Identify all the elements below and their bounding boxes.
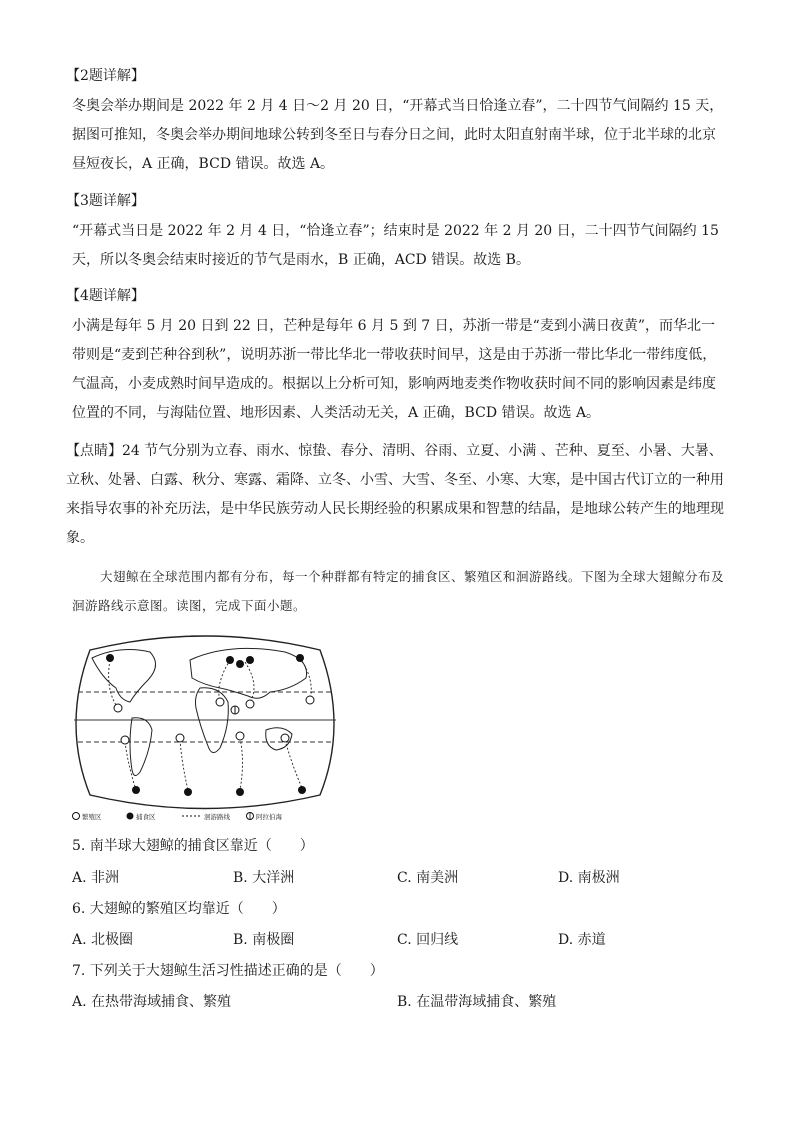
map-outline — [76, 636, 334, 809]
feeding-area-marker — [236, 788, 244, 796]
breeding-area-marker — [176, 734, 184, 742]
migration-route — [180, 740, 188, 790]
feeding-area-marker — [296, 654, 304, 662]
question-5-stem: 5. 南半球大翅鲸的捕食区靠近（ ） — [72, 838, 314, 854]
feeding-area-marker — [298, 786, 306, 794]
migration-route — [240, 738, 243, 790]
legend-breeding-icon — [73, 813, 80, 820]
legend-arabian-label: 阿拉伯海 — [256, 813, 282, 821]
feeding-area-marker — [246, 656, 254, 664]
section-heading-3: 【3题详解】 — [66, 193, 145, 209]
question-6-stem: 6. 大翅鲸的繁殖区均靠近（ ） — [72, 901, 286, 917]
question-6-option-a[interactable]: A. 北极圈 — [72, 932, 134, 948]
question-7-stem: 7. 下列关于大翅鲸生活习性描述正确的是（ ） — [72, 963, 384, 979]
question-5-option-a[interactable]: A. 非洲 — [72, 870, 120, 886]
question-6-option-c[interactable]: C. 回归线 — [397, 932, 459, 948]
question-6-option-d[interactable]: D. 赤道 — [558, 932, 606, 948]
humpback-whale-map — [70, 630, 340, 825]
breeding-area-marker — [281, 734, 289, 742]
migration-route — [219, 660, 230, 700]
dianjing-paragraph — [66, 437, 724, 553]
question-5-option-b[interactable]: B. 大洋洲 — [233, 870, 295, 886]
migration-route — [245, 662, 254, 702]
dianjing-body: 24 节气分别为立春、雨水、惊蛰、春分、清明、谷雨、立夏、小满 、芒种、夏至、小暑、大暑、立秋、处暑、白露、秋分、寒露、霜降、立冬、小雪、大雪、冬至、小寒、大寒，是中国古代订立的一种用来指导农事的补充历法，是中华民族劳动人民长期经验的积累成果和智慧的结晶，是地球公转产生的地理现象。 — [66, 443, 724, 546]
question-5-option-d[interactable]: D. 南极洲 — [558, 870, 620, 886]
breeding-area-marker — [306, 696, 314, 704]
breeding-area-marker — [216, 698, 224, 706]
breeding-area-marker — [236, 732, 244, 740]
migration-route — [285, 740, 302, 788]
legend-feeding-label: 捕食区 — [136, 813, 156, 821]
breeding-area-marker — [121, 736, 129, 744]
feeding-area-marker — [226, 656, 234, 664]
south-america — [130, 718, 152, 776]
question-5-option-c[interactable]: C. 南美洲 — [397, 870, 459, 886]
section-heading-4: 【4题详解】 — [66, 288, 145, 304]
question-6-option-b[interactable]: B. 南极圈 — [233, 932, 295, 948]
question-7-option-a[interactable]: A. 在热带海域捕食、繁殖 — [72, 994, 232, 1010]
question-intro: 大翅鲸在全球范围内都有分布，每一个种群都有特定的捕食区、繁殖区和洄游路线。下图为全球大翅鲸分布及洄游路线示意图。读图，完成下面小题。 — [72, 569, 725, 613]
eurasia — [190, 648, 307, 698]
feeding-area-marker — [132, 786, 140, 794]
section-heading-2: 【2题详解】 — [66, 68, 145, 84]
north-america — [92, 650, 156, 702]
breeding-area-marker — [114, 704, 122, 712]
section-body-3: “开幕式当日是 2022 年 2 月 4 日，“恰逢立春”；结束时是 2022 年 2 月 20 日，二十四节气间隔约 15 天，所以冬奥会结束时接近的节气是雨水，B 正确，ACD 错误。故选 B。 — [72, 223, 719, 268]
feeding-area-marker — [106, 654, 114, 662]
legend-breeding-label: 繁殖区 — [82, 813, 102, 821]
breeding-area-marker — [246, 700, 254, 708]
dianjing-label: 【点睛】 — [66, 443, 122, 459]
section-body-4: 小满是每年 5 月 20 日到 22 日，芒种是每年 6 月 5 到 7 日，苏浙一带是“麦到小满日夜黄”，而华北一带则是“麦到芒种谷到秋”，说明苏浙一带比华北一带收获时间早，这是由于苏浙一带比华北一带纬度低，气温高，小麦成熟时间早造成的。根据以上分析可知，影响两地麦类作物收获时间不同的影响因素是纬度位置的不同，与海陆位置、地形因素、人类活动无关，A 正确，BCD 错误。故选 A。 — [72, 318, 717, 421]
legend-route-label: 洄游路线 — [204, 813, 230, 821]
question-7-option-b[interactable]: B. 在温带海域捕食、繁殖 — [397, 994, 557, 1010]
feeding-area-marker — [236, 660, 244, 668]
legend-feeding-icon — [127, 813, 134, 820]
feeding-area-marker — [184, 788, 192, 796]
migration-route — [109, 660, 118, 708]
map-legend — [73, 812, 283, 821]
migration-route — [300, 658, 311, 700]
section-body-2: 冬奥会举办期间是 2022 年 2 月 4 日～2 月 20 日，“开幕式当日恰逢立春”，二十四节气间隔约 15 天，据图可推知，冬奥会举办期间地球公转到冬至日与春分日之间，此时太阳直射南半球，位于北半球的北京昼短夜长，A 正确，BCD 错误。故选 A。 — [72, 98, 724, 172]
